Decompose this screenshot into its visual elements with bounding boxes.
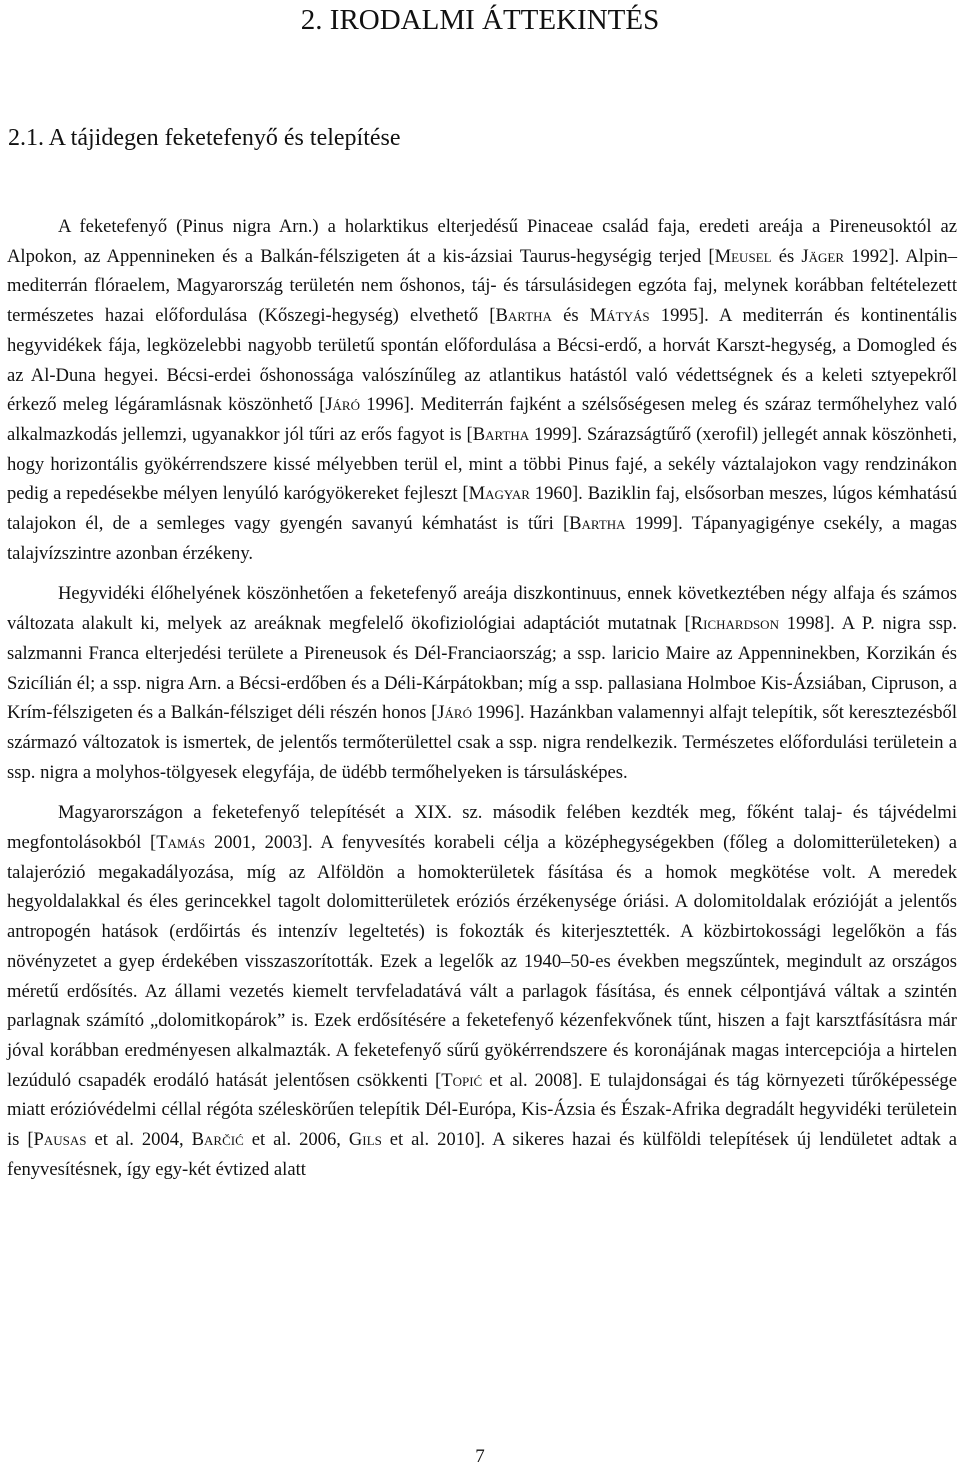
body-text xyxy=(7,212,957,1196)
text-run: 1960]. Baziklin faj, elsősorban meszes, lúgos kémhatású talajokon él, de a semleges vagy gyengén savanyú kémhatást is tűri [ xyxy=(7,483,958,535)
text-run: 1996]. Mediterrán fajként a szélsőségesen meleg és száraz termőhelyhez való alkalmazkodás jellemzi, ugyanakkor jól tűri az erős fagyot is [ xyxy=(7,394,958,445)
text-run: Magyarországon a feketefenyő telepítését a XIX. sz. második felében kezdték meg, főként talaj- és tájvédelmi megfontolásokból [ xyxy=(7,802,957,854)
author-citation: Magyar xyxy=(468,483,530,505)
text-run: Hegyvidéki élőhelyének köszönhetően a feketefenyő areája diszkontinuus, ennek következtében négy alfaja és számos változata alakult ki, melyek az areáknak megfelelő ökofiziológiai adaptációt mutatnak [ xyxy=(7,583,957,635)
paragraph xyxy=(7,212,957,568)
author-citation: Pausas xyxy=(33,1129,87,1151)
author-citation: Bartha xyxy=(495,305,552,327)
text-run: et al. 2004, xyxy=(86,1129,192,1151)
text-run: et al. 2010]. A sikeres hazai és külföldi telepítések új lendületet adtak a fenyvesítésnek, így egy-két évtized alatt xyxy=(7,1129,957,1180)
text-run: 1999]. Szárazságtűrő (xerofil) jellegét annak köszönheti, hogy horizontális gyökérrendszere kissé mélyebben terül el, mint a többi Pinus fajé, a sekély váztalajokon vagy rendzinákon pedig a repedésekbe mélyen lenyúló karógyökereket fejleszt [ xyxy=(7,423,958,505)
text-run: és xyxy=(551,305,590,327)
paragraph xyxy=(7,579,957,787)
text-run: et al. 2008]. E tulajdonságai és tág környezeti tűrőképessége miatt erózióvédelmi céllal régóta széleskörűen telepítik Dél-Európa, Kis-Ázsia és Észak-Afrika degradált hegyvidéki területein is [ xyxy=(7,1069,957,1151)
author-citation: Meusel xyxy=(714,245,772,267)
section-heading: 2.1. A tájidegen feketefenyő és telepítése xyxy=(8,125,401,151)
author-citation: Richardson xyxy=(690,613,779,635)
text-run: 1995]. A mediterrán és kontinentális hegyvidékek fája, legközelebbi nagyobb területű spontán előfordulása a Bécsi-erdő, a horvát Karszt-hegység, a Domogled és az Al-Duna hegyei. Bécsi-erdei őshonossága valószínűleg az atlantikus hatástól való védettségnek és a keleti sztyepekről érkező meleg légáramlásnak köszönhető [ xyxy=(7,305,957,416)
chapter-heading: 2. IRODALMI ÁTTEKINTÉS xyxy=(300,4,660,36)
paragraph xyxy=(7,798,957,1184)
page-number: 7 xyxy=(475,1446,485,1467)
text-run: és xyxy=(771,245,802,267)
author-citation: Barčić xyxy=(191,1129,244,1151)
author-citation: Gils xyxy=(348,1129,382,1151)
author-citation: Bartha xyxy=(569,513,626,535)
text-run: 2001, 2003]. A fenyvesítés korabeli célja a középhegységekben (főleg a dolomitterületeken) a talajerózió megakadályozása, míg az Alföldön a homokterületek fásítása és a homok megkötése volt. A meredek hegyoldalakkal és éles gerincekkel tagolt dolomitterületek eróziós érzékenysége óriási. A dolomitoldalak erózióját a jelentős antropogén hatások (erdőirtás és intenzív legeltetés) is fokozták és kiterjesztették. A közbirtokossági legelőkön a fás növényzetet a gyep érdekében visszaszorították. Ezek a legelők az 1940–50-es években megszűntek, megindult az országos méretű erdősítés. Az állami vezetés kiemelt tervfeladatává vált a parlagok fásítása, és ennek célpontjává váltak a szintén parlagnak számító „dolomitkopárok” is. Ezek erdősítésére a feketefenyő kézenfekvőnek tűnt, hiszen a fajt karsztfásításra már jóval korábban eredményesen alkalmazták. A feketefenyő sűrű gyökérrendszere és koronájának magas intercepciója a hirtelen lezúduló csapadék erodáló hatását jelentősen csökkenti [ xyxy=(7,832,958,1091)
text-run: 1998]. A P. nigra ssp. salzmanni Franca elterjedési területe a Pireneusok és Dél-Franciaország; a ssp. laricio Maire az Appenninekben, Korzikán és Szicílián él; a ssp. nigra Arn. a Bécsi-erdőben és a Déli-Kárpátokban; míg a ssp. pallasiana Holmboe Kis-Ázsiában, Cipruson, a Krím-félszigeten és a Balkán-félsziget déli részén honos [ xyxy=(7,613,957,724)
author-citation: Tamás xyxy=(156,832,206,854)
author-citation: Topić xyxy=(441,1069,483,1091)
text-run: 1992]. Alpin–mediterrán flóraelem, Magyarország területén nem őshonos, táj- és társulásidegen egzóta faj, melynek korábban feltételezett természetes hazai előfordulása (Kőszegi-hegység) elvethető [ xyxy=(7,245,957,327)
author-citation: Mátyás xyxy=(589,305,650,327)
author-citation: Járó xyxy=(325,394,360,416)
text-run: A feketefenyő (Pinus nigra Arn.) a holarktikus elterjedésű Pinaceae család faja, eredeti areája a Pireneusoktól az Alpokon, az Appennineken és a Balkán-félszigeten át a kis-ázsiai Taurus-hegységig terjed [ xyxy=(7,216,957,267)
text-run: 1999]. Tápanyagigénye csekély, a magas talajvízszintre azonban érzékeny. xyxy=(7,513,957,564)
author-citation: Jäger xyxy=(801,245,845,267)
author-citation: Járó xyxy=(437,702,472,724)
text-run: et al. 2006, xyxy=(243,1129,349,1151)
author-citation: Bartha xyxy=(472,423,530,445)
text-run: 1996]. Hazánkban valamennyi alfajt telepítik, sőt keresztezésből származó változatok is ismertek, de jelentős termőterülettel csak a ssp. nigra rendelkezik. Természetes előfordulási területein a ssp. nigra a molyhos-tölgyesek elegyfája, de üdébb termőhelyeken is társulásképes. xyxy=(7,702,958,783)
